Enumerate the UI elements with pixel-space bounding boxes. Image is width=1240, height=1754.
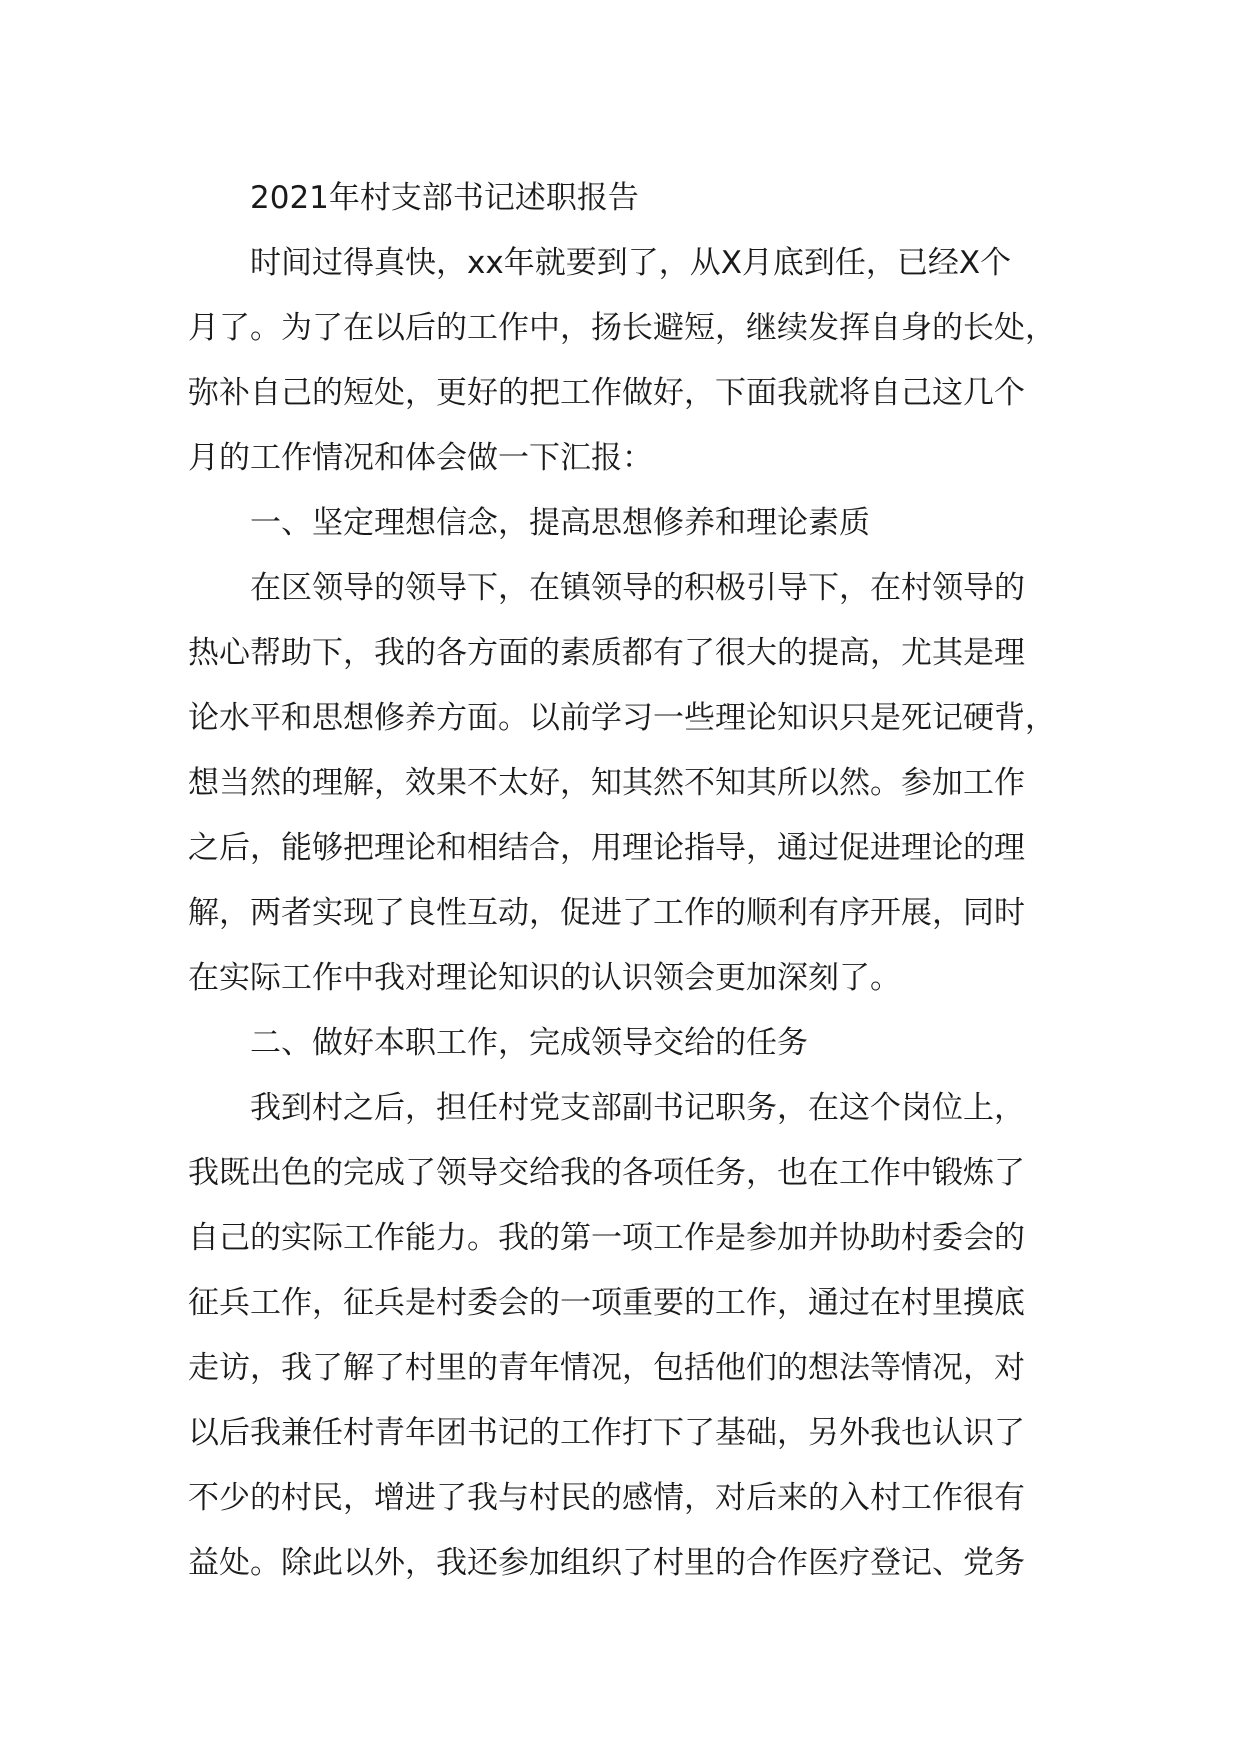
paragraph-line: 征兵工作，征兵是村委会的一项重要的工作，通过在村里摸底: [188, 1285, 1025, 1321]
paragraph-line: 走访，我了解了村里的青年情况，包括他们的想法等情况，对: [188, 1350, 1025, 1386]
paragraph-line: 自己的实际工作能力。我的第一项工作是参加并协助村委会的: [188, 1220, 1025, 1256]
paragraph-line: 热心帮助下，我的各方面的素质都有了很大的提高，尤其是理: [188, 635, 1025, 671]
document-title: 2021年村支部书记述职报告: [250, 180, 639, 216]
paragraph-line: 益处。除此以外，我还参加组织了村里的合作医疗登记、党务: [188, 1545, 1025, 1581]
paragraph-line: 论水平和思想修养方面。以前学习一些理论知识只是死记硬背，: [188, 700, 1056, 736]
paragraph-line: 以后我兼任村青年团书记的工作打下了基础，另外我也认识了: [188, 1415, 1025, 1451]
paragraph-line: 之后，能够把理论和相结合，用理论指导，通过促进理论的理: [188, 830, 1025, 866]
paragraph-line: 在区领导的领导下，在镇领导的积极引导下，在村领导的: [250, 570, 1025, 606]
paragraph-line: 解，两者实现了良性互动，促进了工作的顺利有序开展，同时: [188, 895, 1025, 931]
section-heading: 二、做好本职工作，完成领导交给的任务: [250, 1025, 808, 1061]
paragraph-line: 不少的村民，增进了我与村民的感情，对后来的入村工作很有: [188, 1480, 1025, 1516]
paragraph-line: 想当然的理解，效果不太好，知其然不知其所以然。参加工作: [188, 765, 1025, 801]
paragraph-line: 我到村之后，担任村党支部副书记职务，在这个岗位上，: [250, 1090, 1025, 1126]
document-body: [188, 166, 1088, 1596]
paragraph-line: 时间过得真快，xx年就要到了，从X月底到任，已经X个: [250, 245, 1012, 281]
paragraph-line: 弥补自己的短处，更好的把工作做好，下面我就将自己这几个: [188, 375, 1025, 411]
paragraph-line: 月了。为了在以后的工作中，扬长避短，继续发挥自身的长处，: [188, 310, 1056, 346]
paragraph-line: 在实际工作中我对理论知识的认识领会更加深刻了。: [188, 960, 901, 996]
section-heading: 一、坚定理想信念，提高思想修养和理论素质: [250, 505, 870, 541]
paragraph-line: 月的工作情况和体会做一下汇报：: [188, 440, 653, 476]
paragraph-line: 我既出色的完成了领导交给我的各项任务，也在工作中锻炼了: [188, 1155, 1025, 1191]
